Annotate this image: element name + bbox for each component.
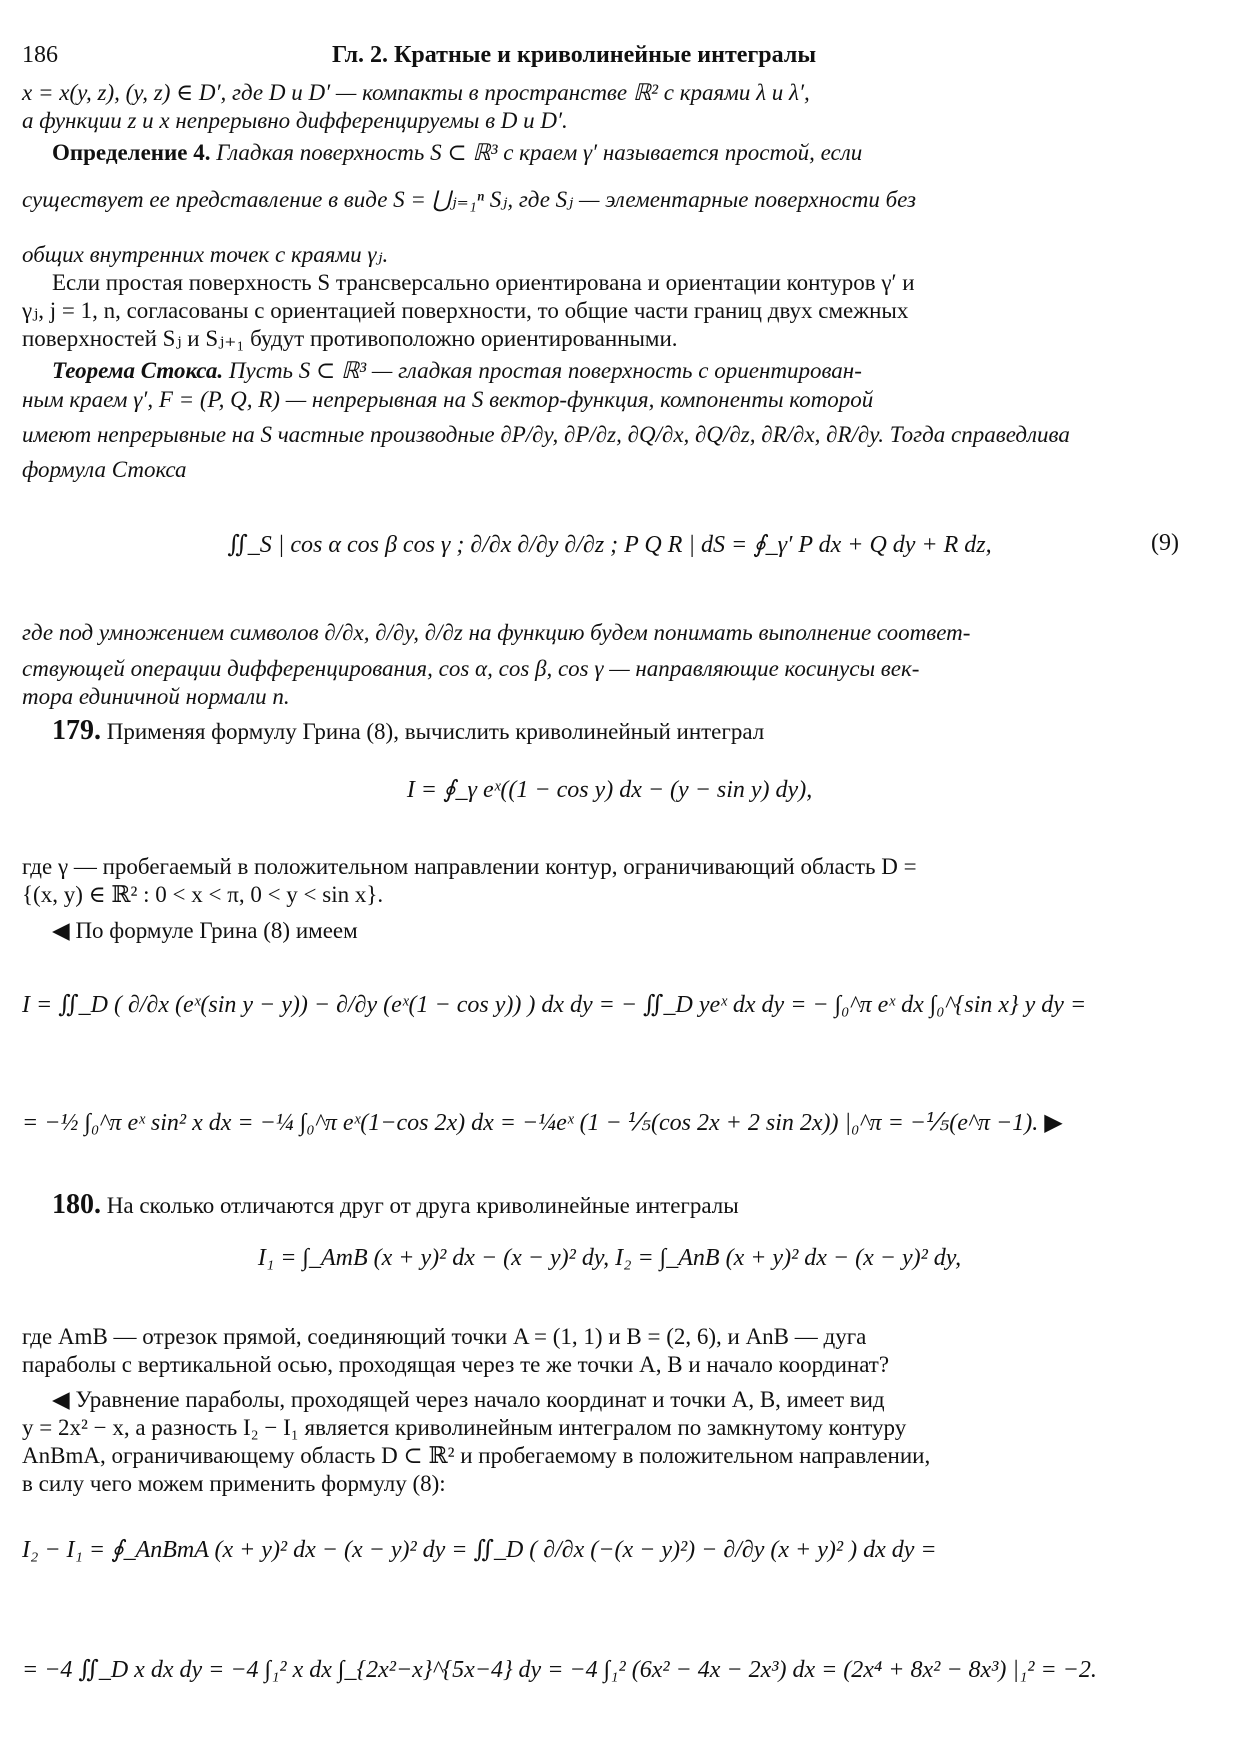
problem-number: 180. bbox=[52, 1189, 101, 1220]
problem-180 bbox=[22, 1190, 1227, 1220]
text-line: где γ — пробегаемый в положительном направлении контур, ограничивающий область D = bbox=[22, 854, 917, 879]
text-line: где AmB — отрезок прямой, соединяющий точки A = (1, 1) и B = (2, 6), и AnB — дуга bbox=[22, 1324, 867, 1349]
problem-text: На сколько отличаются друг от друга криволинейные интегралы bbox=[106, 1193, 739, 1218]
text-line: имеют непрерывные на S частные производные ∂P/∂y, ∂P/∂z, ∂Q/∂x, ∂Q/∂z, ∂R/∂x, ∂R/∂y. Тогда справедлива bbox=[22, 422, 1070, 447]
problem-179 bbox=[22, 716, 1227, 746]
text-line: в силу чего можем применить формулу (8): bbox=[22, 1471, 446, 1496]
solution-formula: = −½ ∫₀^π eˣ sin² x dx = −¼ ∫₀^π eˣ(1−cos 2x) dx = −¼eˣ (1 − ⅕(cos 2x + 2 sin 2x)) |₀^π = −⅕(e^π −1). ▶ bbox=[22, 1110, 1063, 1136]
text-line: ствующей операции дифференцирования, cos α, cos β, cos γ — направляющие косинусы век- bbox=[22, 656, 920, 681]
text-line: γⱼ, j = 1, n, согласованы с ориентацией поверхности, то общие части границ двух смежных bbox=[22, 298, 909, 323]
text-line: y = 2x² − x, а разность I₂ − I₁ является криволинейным интегралом по замкнутому контуру bbox=[22, 1415, 907, 1440]
problem-text: Применяя формулу Грина (8), вычислить криволинейный интеграл bbox=[106, 719, 765, 744]
theorem-label: Теорема Стокса. bbox=[52, 358, 224, 383]
definition-4 bbox=[22, 138, 1227, 167]
running-title: Гл. 2. Кратные и криволинейные интегралы bbox=[332, 42, 817, 68]
stokes-theorem bbox=[22, 356, 1227, 385]
definition-label: Определение 4. bbox=[52, 140, 211, 165]
text-line: x = x(y, z), (y, z) ∈ D′, где D и D′ — компакты в пространстве ℝ² с краями λ и λ′, bbox=[22, 80, 810, 105]
stokes-formula: ∬_S | cos α cos β cos γ ; ∂/∂x ∂/∂y ∂/∂z ; P Q R | dS = ∮_γ′ P dx + Q dy + R dz, bbox=[227, 532, 992, 558]
text-line: тора единичной нормали n. bbox=[22, 684, 290, 709]
solution-formula: I = ∬_D ( ∂/∂x (eˣ(sin y − y)) − ∂/∂y (eˣ(1 − cos y)) ) dx dy = − ∬_D yeˣ dx dy = − ∫₀^π eˣ dx ∫₀^{sin x} y dy = bbox=[22, 992, 1087, 1018]
text-line: существует ее представление в виде S = ⋃ⱼ₌₁ⁿ Sⱼ, где Sⱼ — элементарные поверхности без bbox=[22, 187, 917, 212]
solution-start: ◀ Уравнение параболы, проходящей через начало координат и точки A, B, имеет вид bbox=[52, 1387, 885, 1412]
text-line: ным краем γ′, F = (P, Q, R) — непрерывная на S вектор-функция, компоненты которой bbox=[22, 387, 874, 412]
page-number: 186 bbox=[22, 42, 58, 68]
solution-formula: I₂ − I₁ = ∮_AnBmA (x + y)² dx − (x − y)² dy = ∬_D ( ∂/∂x (−(x − y)²) − ∂/∂y (x + y)² ) dx dy = bbox=[22, 1537, 937, 1563]
page-header bbox=[22, 42, 1195, 72]
solution-formula: = −4 ∬_D x dx dy = −4 ∫₁² x dx ∫_{2x²−x}^{5x−4} dy = −4 ∫₁² (6x² − 4x − 2x³) dx = (2x⁴ + 8x² − 8x³) |₁² = −2. bbox=[22, 1657, 1097, 1683]
text-line: параболы с вертикальной осью, проходящая через те же точки A, B и начало координат? bbox=[22, 1352, 890, 1377]
text-line: где под умножением символов ∂/∂x, ∂/∂y, ∂/∂z на функцию будем понимать выполнение соответ- bbox=[22, 620, 971, 645]
text-line: формула Стокса bbox=[22, 457, 187, 482]
text-line: а функции z и x непрерывно дифференцируемы в D и D′. bbox=[22, 108, 568, 133]
formula-180: I₁ = ∫_AmB (x + y)² dx − (x − y)² dy, I₂ = ∫_AnB (x + y)² dx − (x − y)² dy, bbox=[257, 1245, 962, 1271]
formula-179: I = ∮_γ eˣ((1 − cos y) dx − (y − sin y) dy), bbox=[406, 777, 813, 803]
solution-start: ◀ По формуле Грина (8) имеем bbox=[52, 918, 358, 943]
text-line: AnBmA, ограничивающему область D ⊂ ℝ² и пробегаемому в положительном направлении, bbox=[22, 1443, 931, 1468]
text-line: {(x, y) ∈ ℝ² : 0 < x < π, 0 < y < sin x}. bbox=[22, 882, 384, 907]
definition-text: Гладкая поверхность S ⊂ ℝ³ с краем γ′ называется простой, если bbox=[216, 140, 863, 165]
equation-number: (9) bbox=[1151, 530, 1179, 556]
text-line: поверхностей Sⱼ и Sⱼ₊₁ будут противоположно ориентированными. bbox=[22, 326, 678, 351]
text-line: общих внутренних точек с краями γⱼ. bbox=[22, 242, 389, 267]
text-line: Если простая поверхность S трансверсально ориентирована и ориентации контуров γ′ и bbox=[52, 270, 915, 295]
problem-number: 179. bbox=[52, 715, 101, 746]
theorem-text: Пусть S ⊂ ℝ³ — гладкая простая поверхность с ориентирован- bbox=[228, 358, 862, 383]
